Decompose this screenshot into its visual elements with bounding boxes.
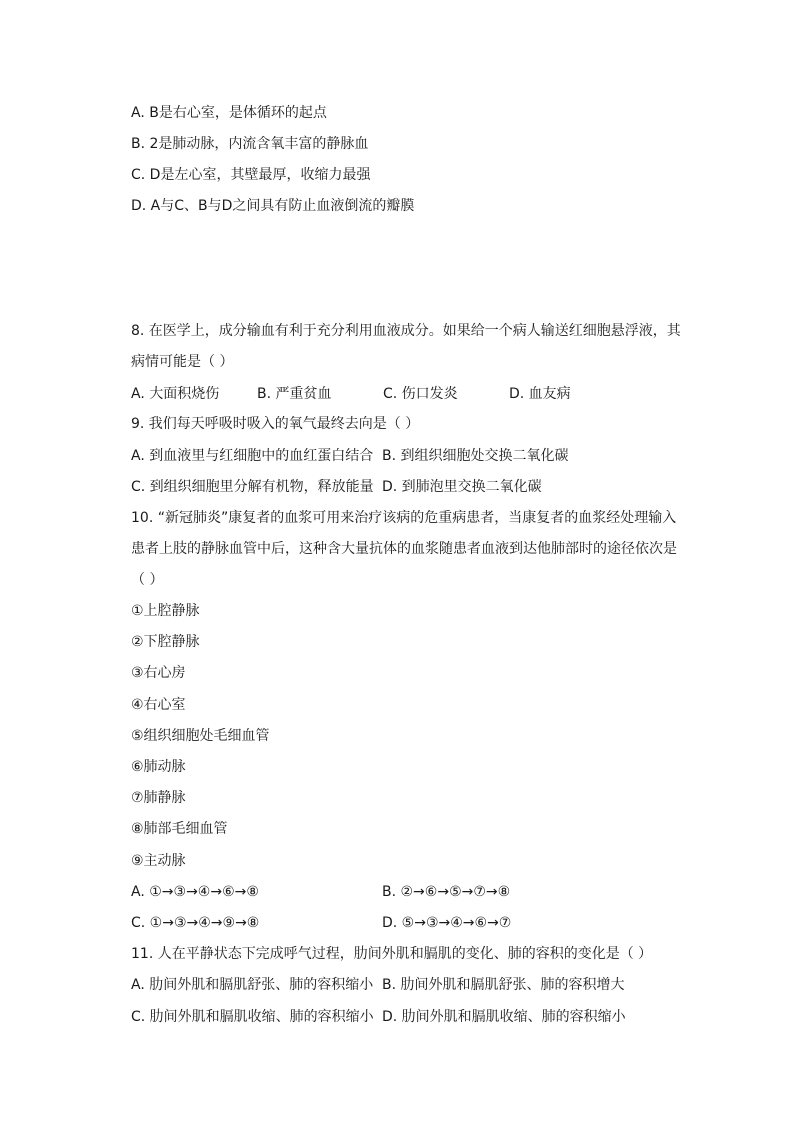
q8-option-b: B. 严重贫血: [257, 386, 332, 402]
q10-item-2: ②下腔静脉: [131, 634, 200, 650]
q9-option-d: D. 到肺泡里交换二氧化碳: [382, 479, 542, 495]
q8-stem-line2: 病情可能是（ ）: [131, 354, 234, 370]
q9-option-c: C. 到组织细胞里分解有机物，释放能量: [131, 479, 374, 495]
q10-item-6: ⑥肺动脉: [131, 759, 186, 775]
q10-stem-line1: 10. “新冠肺炎”康复者的血浆可用来治疗该病的危重病患者，当康复者的血浆经处理输入: [131, 510, 677, 526]
q8-option-a: A. 大面积烧伤: [131, 386, 220, 402]
q10-item-8: ⑧肺部毛细血管: [131, 821, 228, 837]
q10-option-b: B. ②→⑥→⑤→⑦→⑧: [382, 884, 511, 900]
q10-stem-line2: 患者上肢的静脉血管中后，这种含大量抗体的血浆随患者血液到达他肺部时的途径依次是: [131, 541, 677, 557]
q10-option-c: C. ①→③→④→⑨→⑧: [131, 915, 260, 931]
q10-option-a: A. ①→③→④→⑥→⑧: [131, 884, 259, 900]
q10-item-4: ④右心室: [131, 697, 186, 713]
q8-option-c: C. 伤口发炎: [383, 386, 458, 402]
q9-option-a: A. 到血液里与红细胞中的血红蛋白结合: [131, 448, 374, 464]
q11-stem: 11. 人在平静状态下完成呼气过程，肋间外肌和膈肌的变化、肺的容积的变化是（ ）: [131, 946, 653, 962]
q8-stem-line1: 8. 在医学上，成分输血有利于充分利用血液成分。如果给一个病人输送红细胞悬浮液，其: [131, 323, 681, 339]
q7-option-a: A. B是右心室，是体循环的起点: [131, 105, 327, 121]
q8-option-d: D. 血友病: [509, 386, 571, 402]
q10-item-9: ⑨主动脉: [131, 853, 186, 869]
q9-stem: 9. 我们每天呼吸时吸入的氧气最终去向是（ ）: [131, 416, 420, 432]
q11-option-b: B. 肋间外肌和膈肌舒张、肺的容积增大: [382, 977, 625, 993]
q11-option-a: A. 肋间外肌和膈肌舒张、肺的容积缩小: [131, 977, 374, 993]
q7-option-b: B. 2是肺动脉，内流含氧丰富的静脉血: [131, 136, 369, 152]
q10-item-5: ⑤组织细胞处毛细血管: [131, 728, 270, 744]
q10-item-7: ⑦肺静脉: [131, 790, 186, 806]
q7-option-c: C. D是左心室，其壁最厚，收缩力最强: [131, 167, 371, 183]
q7-option-d: D. A与C、B与D之间具有防止血液倒流的瓣膜: [131, 198, 415, 214]
q11-option-c: C. 肋间外肌和膈肌收缩、肺的容积缩小: [131, 1009, 374, 1025]
q10-stem-line3: （ ）: [131, 572, 164, 588]
q9-option-b: B. 到组织细胞处交换二氧化碳: [382, 448, 569, 464]
q11-option-d: D. 肋间外肌和膈肌收缩、肺的容积缩小: [382, 1009, 626, 1025]
q10-item-3: ③右心房: [131, 665, 186, 681]
q10-item-1: ①上腔静脉: [131, 603, 200, 619]
q10-option-d: D. ⑤→③→④→⑥→⑦: [382, 915, 512, 931]
